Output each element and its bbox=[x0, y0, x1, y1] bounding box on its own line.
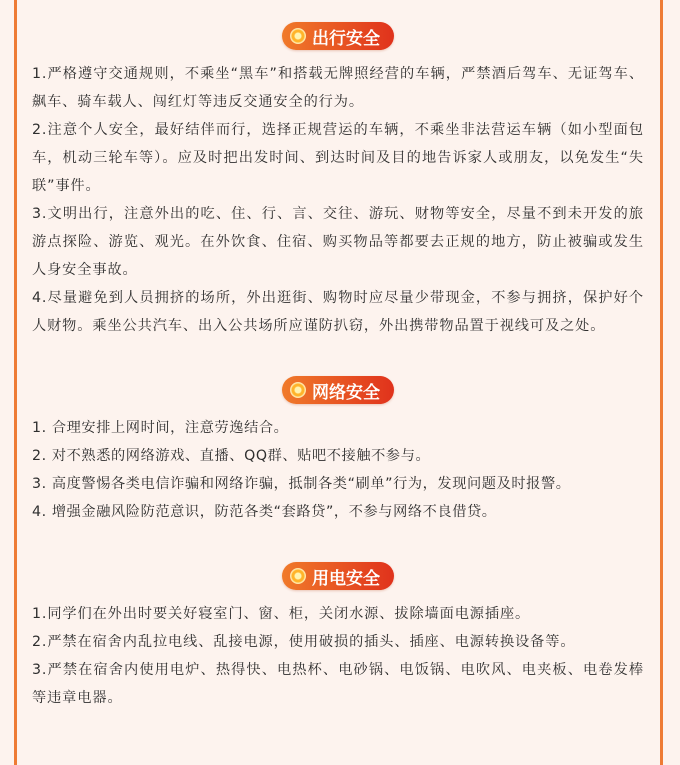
section-title-badge bbox=[282, 562, 394, 590]
section-electricity-safety bbox=[32, 526, 644, 712]
orange-circle-icon bbox=[290, 382, 306, 398]
section-travel-safety bbox=[32, 0, 644, 340]
paragraph: 1.同学们在外出时要关好寝室门、窗、柜，关闭水源、拔除墙面电源插座。 bbox=[32, 606, 531, 622]
right-border-line bbox=[660, 0, 663, 765]
section-title-badge bbox=[282, 376, 394, 404]
paragraph: 3.严禁在宿舍内使用电炉、热得快、电热杯、电砂锅、电饭锅、电吹风、电夹板、电卷发棒等违章电器。 bbox=[32, 662, 644, 706]
paragraph: 4. 增强金融风险防范意识，防范各类“套路贷”，不参与网络不良借贷。 bbox=[32, 504, 497, 520]
paragraph: 4.尽量避免到人员拥挤的场所，外出逛街、购物时应尽量少带现金，不参与拥挤，保护好个人财物。乘坐公共汽车、出入公共场所应谨防扒窃，外出携带物品置于视线可及之处。 bbox=[32, 290, 644, 334]
section-title: 出行安全 bbox=[312, 28, 380, 49]
paragraph: 3.文明出行，注意外出的吃、住、行、言、交往、游玩、财物等安全，尽量不到未开发的旅游点探险、游览、观光。在外饮食、住宿、购买物品等都要去正规的地方，防止被骗或发生人身安全事故。 bbox=[32, 206, 644, 278]
paragraph: 2.严禁在宿舍内乱拉电线、乱接电源，使用破损的插头、插座、电源转换设备等。 bbox=[32, 634, 576, 650]
section-network-safety bbox=[32, 340, 644, 526]
notice-content bbox=[32, 0, 644, 712]
left-border-line bbox=[14, 0, 17, 765]
paragraph: 1.严格遵守交通规则，不乘坐“黑车”和搭载无牌照经营的车辆，严禁酒后驾车、无证驾车、飙车、骑车载人、闯红灯等违反交通安全的行为。 bbox=[32, 66, 644, 110]
section-title: 网络安全 bbox=[312, 382, 380, 403]
paragraph: 3. 高度警惕各类电信诈骗和网络诈骗，抵制各类“刷单”行为，发现问题及时报警。 bbox=[32, 476, 571, 492]
paragraph: 1. 合理安排上网时间，注意劳逸结合。 bbox=[32, 420, 289, 436]
paragraph: 2. 对不熟悉的网络游戏、直播、QQ群、贴吧不接触不参与。 bbox=[32, 448, 431, 464]
section-title-badge bbox=[282, 22, 394, 50]
section-title: 用电安全 bbox=[312, 568, 380, 589]
orange-circle-icon bbox=[290, 568, 306, 584]
orange-circle-icon bbox=[290, 28, 306, 44]
paragraph: 2.注意个人安全，最好结伴而行，选择正规营运的车辆，不乘坐非法营运车辆（如小型面包车，机动三轮车等）。应及时把出发时间、到达时间及目的地告诉家人或朋友，以免发生“失联”事件。 bbox=[32, 122, 644, 194]
